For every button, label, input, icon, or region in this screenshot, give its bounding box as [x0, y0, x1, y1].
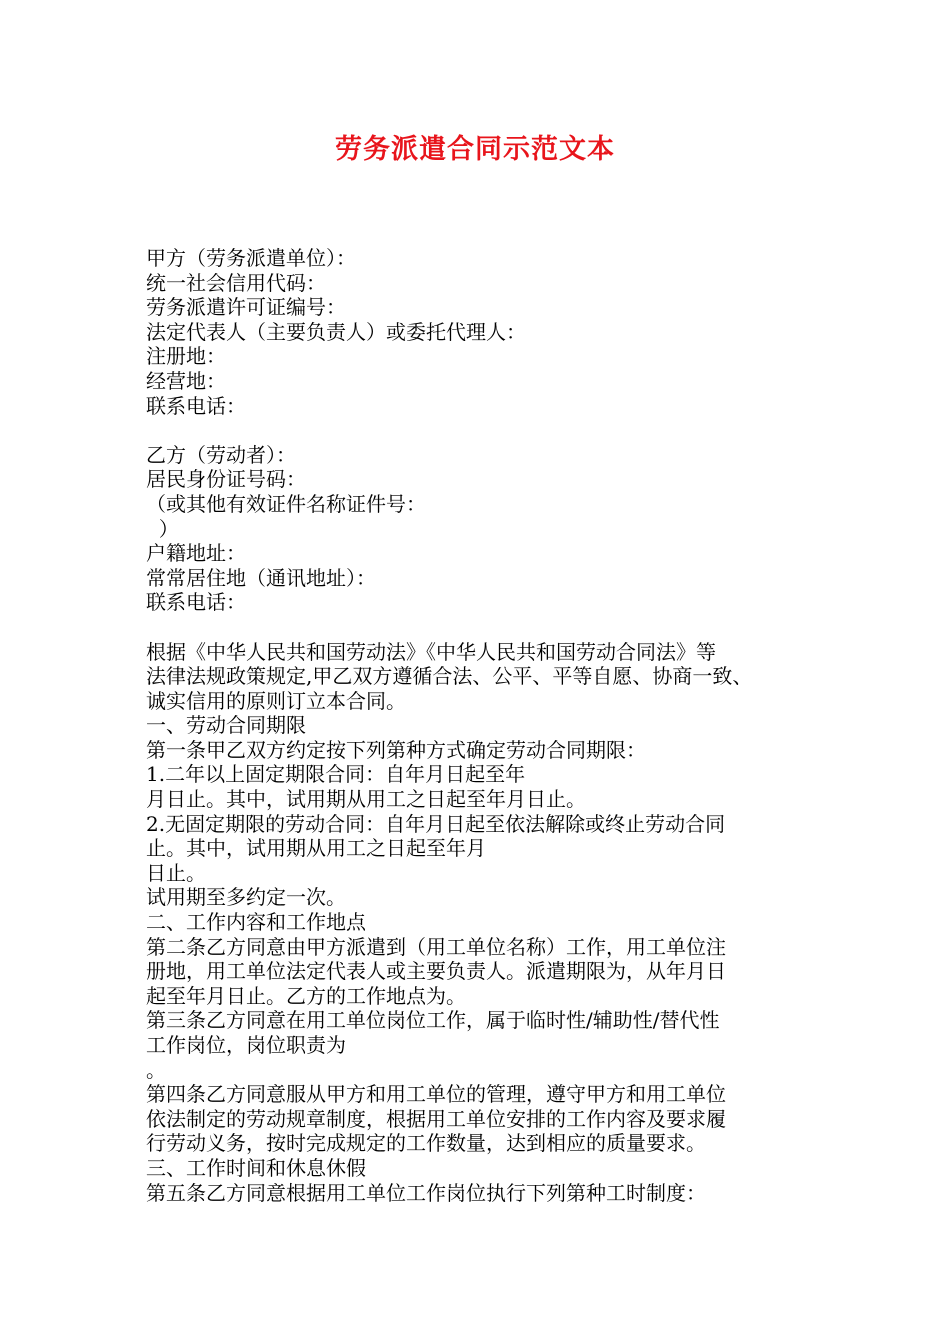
body-line: 第一条甲乙双方约定按下列第种方式确定劳动合同期限：: [146, 737, 646, 762]
party-a-line: 甲方（劳务派遣单位）：: [146, 246, 356, 270]
party-b-line: ）: [146, 516, 179, 541]
body-line: 依法制定的劳动规章制度，根据用工单位安排的工作内容及要求履: [146, 1106, 726, 1131]
body-line: 止。其中，试用期从用工之日起至年月: [146, 836, 486, 861]
party-b-section: [146, 443, 816, 615]
body-line: 起至年月日止。乙方的工作地点为。: [146, 983, 466, 1008]
contract-body: [146, 640, 816, 1206]
body-line: 日止。: [146, 860, 206, 885]
body-line: 根据《中华人民共和国劳动法》《中华人民共和国劳动合同法》等: [146, 639, 716, 664]
party-b-line: 户籍地址：: [146, 541, 246, 566]
document-title: 劳务派遣合同示范文本: [335, 134, 615, 165]
party-b-line: 常常居住地（通讯地址）：: [146, 565, 376, 590]
body-line: 第四条乙方同意服从甲方和用工单位的管理，遵守甲方和用工单位: [146, 1082, 726, 1107]
body-line: 月日止。其中，试用期从用工之日起至年月日止。: [146, 787, 586, 812]
body-line: 。: [146, 1057, 166, 1082]
party-a-line: 联系电话：: [146, 393, 246, 418]
party-a-line: 劳务派遣许可证编号：: [146, 295, 346, 320]
party-b-line: （或其他有效证件名称证件号：: [146, 491, 426, 516]
spacer: [146, 418, 816, 443]
section-heading: 二、工作内容和工作地点: [146, 910, 366, 935]
body-line: 第三条乙方同意在用工单位岗位工作，属于临时性/辅助性/替代性: [146, 1008, 720, 1033]
party-b-line: 居民身份证号码：: [146, 467, 306, 492]
body-line: 诚实信用的原则订立本合同。: [146, 688, 406, 713]
section-heading: 三、工作时间和休息休假: [146, 1155, 366, 1180]
party-b-line: 联系电话：: [146, 590, 246, 615]
party-a-line: 统一社会信用代码：: [146, 270, 326, 295]
body-line: 第二条乙方同意由甲方派遣到（用工单位名称）工作，用工单位注: [146, 934, 726, 959]
party-b-line: 乙方（劳动者）：: [146, 442, 296, 467]
body-line: 1.二年以上固定期限合同：自年月日起至年: [146, 762, 526, 787]
body-line: 册地，用工单位法定代表人或主要负责人。派遣期限为，从年月日: [146, 959, 726, 984]
spacer: [146, 615, 816, 640]
party-a-line: 注册地：: [146, 344, 226, 369]
document-body: [146, 246, 816, 1205]
party-a-line: 经营地：: [146, 368, 226, 393]
body-line: 第五条乙方同意根据用工单位工作岗位执行下列第种工时制度：: [146, 1180, 706, 1205]
body-line: 工作岗位，岗位职责为: [146, 1033, 346, 1057]
party-a-line: 法定代表人（主要负责人）或委托代理人：: [146, 319, 526, 344]
party-a-section: [146, 246, 816, 418]
body-line: 试用期至多约定一次。: [146, 885, 346, 910]
body-line: 行劳动义务，按时完成规定的工作数量，达到相应的质量要求。: [146, 1131, 706, 1156]
section-heading: 一、劳动合同期限: [146, 713, 306, 738]
body-line: 法律法规政策规定,甲乙双方遵循合法、公平、平等自愿、协商一致、: [146, 664, 753, 689]
body-line: 2.无固定期限的劳动合同：自年月日起至依法解除或终止劳动合同: [146, 811, 726, 836]
